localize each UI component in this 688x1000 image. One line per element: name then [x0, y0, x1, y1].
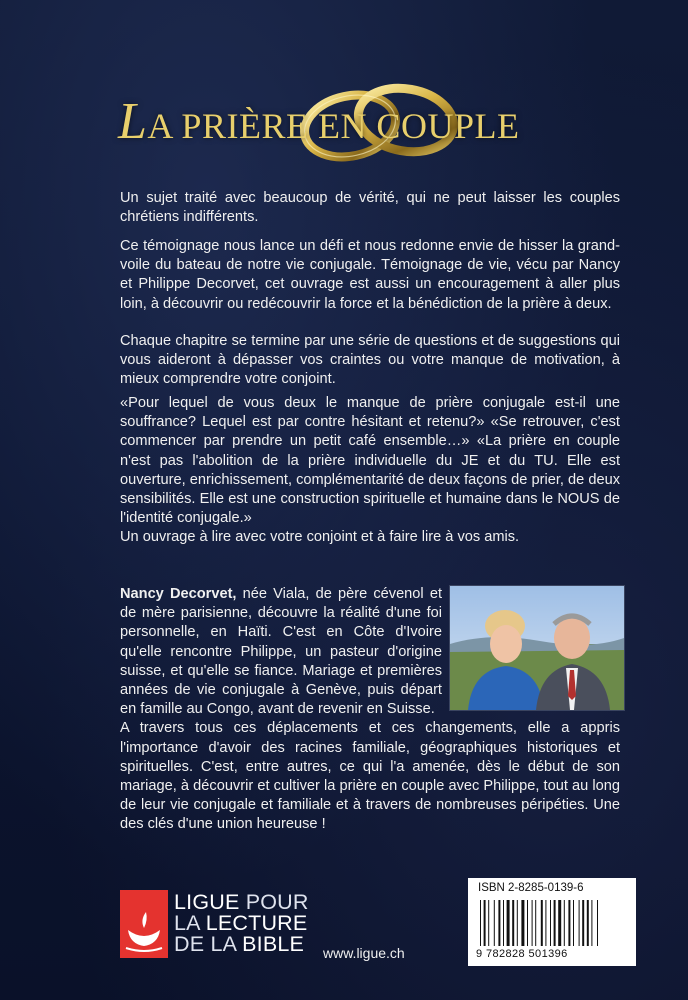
barcode-stripe [558, 900, 561, 946]
paragraph-text: Un ouvrage à lire avec votre conjoint et à faire lire à vos amis. [120, 529, 520, 545]
barcode-stripe [550, 900, 551, 946]
barcode-stripe [568, 900, 570, 946]
publisher-word: LECTURE [205, 911, 308, 935]
barcode-stripe [554, 900, 556, 946]
barcode-digits: 9 782828 501396 [476, 948, 568, 960]
publisher-name [174, 892, 309, 955]
barcode-stripe [480, 900, 481, 946]
publisher-word: BIBLE [242, 932, 305, 956]
publisher-word: DE LA [174, 932, 243, 956]
bio-lead-text: née Viala, de père cévenol et de mère parisienne, découvre la réalité d'une foi personnelle, en Haïti. C'est en Côte d'Ivoire qu'elle rencontre Philippe, un pasteur d'origine suisse, et qu'elle se fiance. Mariage et premières années de vie conjugale à Genève, puis départ en famille au Congo, avant de revenir en Suisse. [120, 586, 442, 718]
barcode-stripe [535, 900, 536, 946]
barcode-stripe [527, 900, 528, 946]
paragraph-testimony [120, 237, 620, 314]
book-title [118, 80, 578, 160]
barcode-stripe [517, 900, 518, 946]
isbn-number: ISBN 2-8285-0139-6 [478, 882, 584, 894]
title-text [118, 92, 519, 151]
publisher-word: POUR [239, 890, 309, 914]
barcode-stripe [582, 900, 584, 946]
title-initial: L [118, 93, 148, 150]
paragraph-text: «Pour lequel de vous deux le manque de prière conjugale est-il une souffrance? Lequel est par contre hésitant et retenu?» «Se retrouver, c'est commencer par prendre un petit café ensemble…» «La prière en couple n'est pas l'abolition de la prière individuelle du JE et du TU. Elle est ouverture, enrichissement, complémentarité de deux façons de prier, de deux sensibilités. Elle est une construction spirituelle et humaine dans le NOUS de l'identité conjugale.» [120, 395, 620, 527]
paragraph-intro [120, 189, 620, 227]
barcode-stripe [564, 900, 565, 946]
author-name: Nancy Decorvet, [120, 586, 237, 602]
title-rest: A PRIÈRE EN COUPLE [147, 106, 520, 146]
barcode-stripe [597, 900, 598, 946]
paragraph-chapters [120, 332, 620, 390]
bio-lead [120, 585, 442, 719]
barcode-stripe [521, 900, 524, 946]
barcode-bars [478, 900, 628, 946]
barcode-stripe [494, 900, 495, 946]
barcode-stripe [512, 900, 514, 946]
lamp-icon [120, 890, 168, 958]
isbn-barcode [468, 878, 636, 966]
barcode-stripe [573, 900, 574, 946]
publisher-word: LIGUE [174, 890, 240, 914]
barcode-stripe [503, 900, 504, 946]
barcode-stripe [484, 900, 486, 946]
paragraph-text: Chaque chapitre se termine par une série de questions et de suggestions qui vous aideront à dépasser vos craintes ou votre manque de motivation, à mieux comprendre votre conjoint. [120, 333, 620, 388]
barcode-stripe [488, 900, 489, 946]
author-photo [449, 585, 625, 711]
barcode-stripe [591, 900, 592, 946]
barcode-stripe [545, 900, 546, 946]
barcode-stripe [587, 900, 589, 946]
barcode-stripe [498, 900, 500, 946]
bio-rest-text: A travers tous ces déplacements et ces changements, elle a appris l'importance d'avoir des racines familiale, géographiques historiques et spirituelles. C'est, entre autres, ce qui l'a amenée, dès le début de son mariage, à découvrir et cultiver la prière en couple avec Philippe, tout au long de leur vie conjugale et familiale et à travers de nombreuses péripéties. Une des clés d'une union heureuse ! [120, 720, 620, 833]
publisher-url[interactable]: www.ligue.ch [323, 945, 405, 961]
publisher-word: LA [174, 911, 206, 935]
paragraph-text: Un sujet traité avec beaucoup de vérité, qui ne peut laisser les couples chrétiens indifférents. [120, 190, 620, 226]
barcode-stripe [579, 900, 580, 946]
barcode-stripe [532, 900, 533, 946]
paragraph-text: Ce témoignage nous lance un défi et nous redonne envie de hisser la grand-voile du bateau de notre vie conjugale. Témoignage de vie, vécu par Nancy et Philippe Decorvet, cet ouvrage est aussi un encouragement à aller plus loin, à découvrir ou redécouvrir la force et la bénédiction de la prière à deux. [120, 238, 620, 312]
publisher-logo [120, 890, 310, 960]
paragraph-recommendation [120, 528, 620, 547]
paragraph-quotes [120, 394, 620, 528]
barcode-stripe [507, 900, 510, 946]
barcode-stripe [541, 900, 543, 946]
